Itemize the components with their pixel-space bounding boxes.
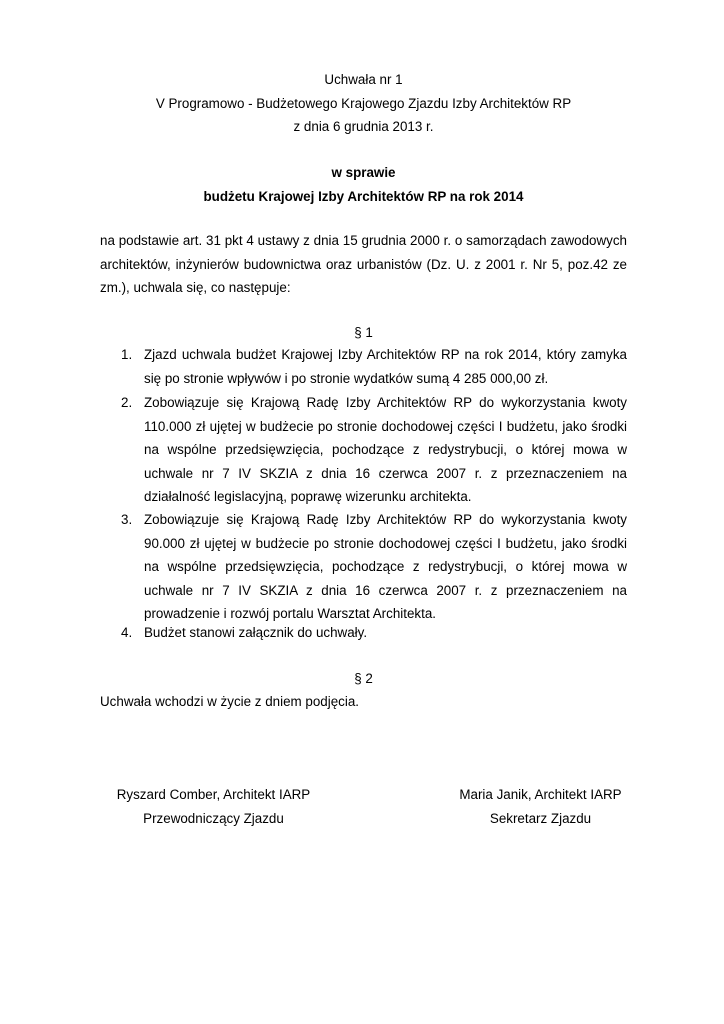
list-item-number: 4. [121, 625, 133, 640]
list-item [121, 621, 627, 645]
list-item-number: 1. [121, 347, 133, 362]
congress-name: V Programowo - Budżetowego Krajowego Zjazdu Izby Architektów RP [155, 96, 572, 111]
section-2-heading: § 2 [354, 671, 373, 686]
list-item [121, 391, 627, 509]
list-item-number: 2. [121, 395, 133, 410]
resolution-date: z dnia 6 grudnia 2013 r. [293, 119, 434, 134]
section-2-text: Uchwała wchodzi w życie z dniem podjęcia. [100, 694, 359, 709]
signature-left-role: Przewodniczący Zjazdu [143, 810, 284, 826]
signature-right [427, 783, 654, 830]
list-item-number: 3. [121, 512, 133, 527]
resolution-number: Uchwała nr 1 [324, 72, 403, 87]
subject-intro: w sprawie [331, 165, 396, 180]
list-item [121, 508, 627, 626]
signature-right-name: Maria Janik, Architekt IARP [459, 787, 622, 802]
list-item-text: Budżet stanowi załącznik do uchwały. [144, 625, 368, 640]
list-item-text: Zobowiązuje się Krajową Radę Izby Architektów RP do wykorzystania kwoty 90.000 zł ujętej w budżecie po stronie dochodowej części I budżetu, jako środki na wspólne przedsięwzięcia, pochodzące z redystrybucji, o której mowa w uchwale nr 7 IV SKZIA z dnia 16 czerwca 2007 r. z przeznaczeniem na prowadzenie i rozwój portalu Warsztat Architekta. [144, 512, 627, 621]
list-item [121, 343, 627, 390]
signature-right-role: Sekretarz Zjazdu [489, 810, 592, 826]
section-1-heading: § 1 [354, 325, 373, 340]
list-item-text: Zobowiązuje się Krajową Radę Izby Architektów RP do wykorzystania kwoty 110.000 zł ujętej w budżecie po stronie dochodowej części I budżetu, jako środki na wspólne przedsięwzięcia, pochodzące z redystrybucji, o której mowa w uchwale nr 7 IV SKZIA z dnia 16 czerwca 2007 r. z przeznaczeniem na działalność legislacyjną, poprawę wizerunku architekta. [144, 395, 627, 504]
subject-title: budżetu Krajowej Izby Architektów RP na rok 2014 [203, 189, 524, 204]
preamble-paragraph: na podstawie art. 31 pkt 4 ustawy z dnia 15 grudnia 2000 r. o samorządach zawodowych architektów, inżynierów budownictwa oraz urbanistów (Dz. U. z 2001 r. Nr 5, poz.42 ze zm.), uchwala się, co następuje: [100, 233, 627, 295]
signature-left-name: Ryszard Comber, Architekt IARP [116, 787, 311, 802]
signature-left [100, 783, 327, 830]
list-item-text: Zjazd uchwala budżet Krajowej Izby Architektów RP na rok 2014, który zamyka się po stronie wpływów i po stronie wydatków sumą 4 285 000,00 zł. [144, 347, 627, 386]
